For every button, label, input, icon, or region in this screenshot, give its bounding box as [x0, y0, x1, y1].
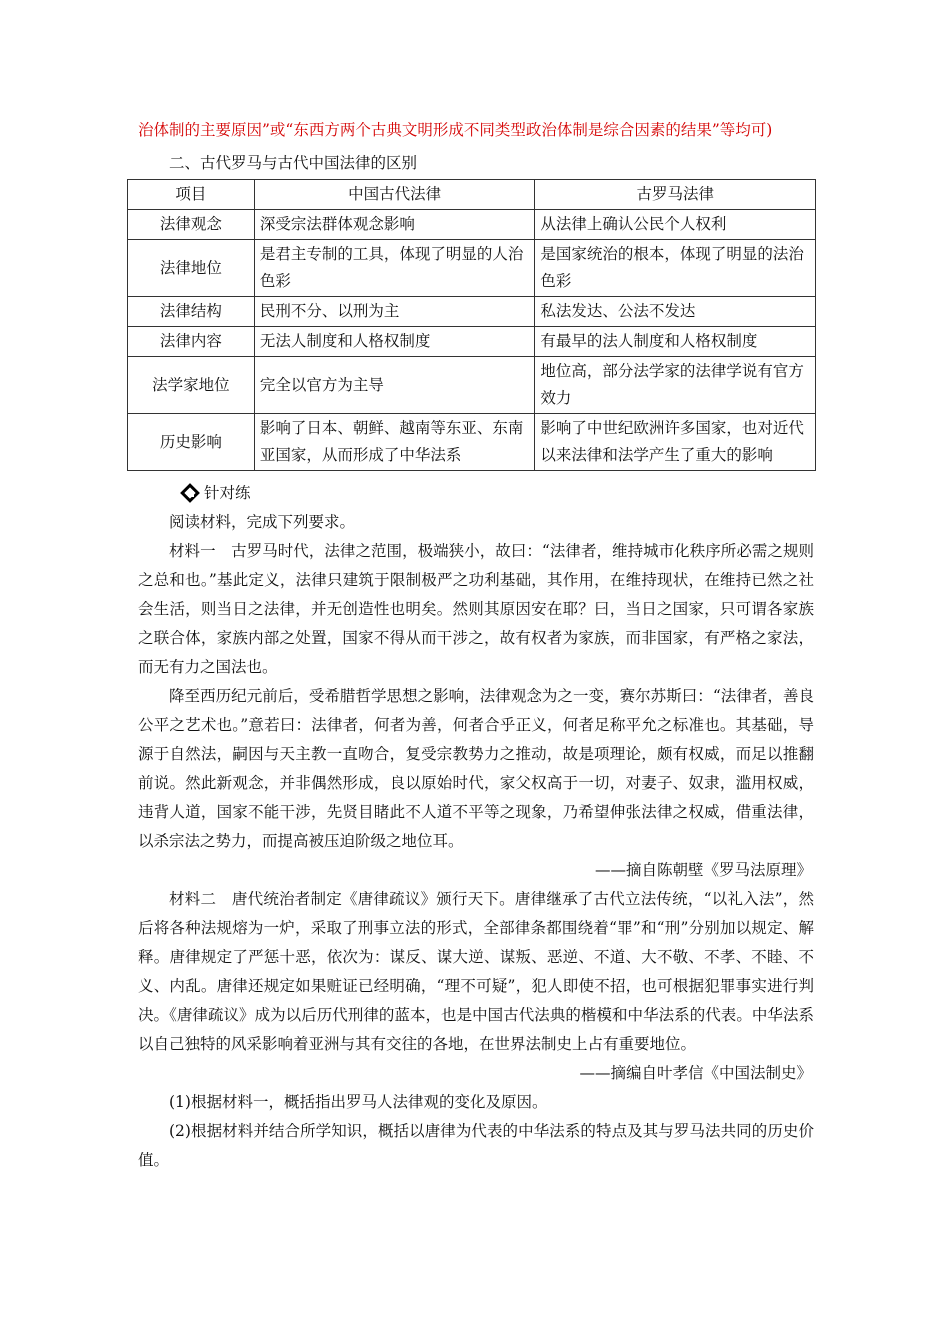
row-item: 法学家地位: [128, 357, 255, 414]
section-title: 二、古代罗马与古代中国法律的区别: [169, 154, 418, 172]
row-china: 影响了日本、朝鲜、越南等东亚、东南亚国家，从而形成了中华法系: [254, 414, 535, 471]
intro-text: 阅读材料，完成下列要求。: [169, 513, 356, 531]
question-2: (2)根据材料并结合所学知识，概括以唐律为代表的中华法系的特点及其与罗马法共同的历史价值。: [138, 1122, 814, 1169]
row-item: 历史影响: [128, 414, 255, 471]
practice-label: 针对练: [204, 484, 251, 502]
table-header-row: [128, 180, 816, 210]
row-item: 法律内容: [128, 327, 255, 357]
table-row: [128, 240, 816, 297]
row-china: 无法人制度和人格权制度: [254, 327, 535, 357]
row-china: 深受宗法群体观念影响: [254, 210, 535, 240]
material2-paragraph: 材料二 唐代统治者制定《唐律疏议》颁行天下。唐律继承了古代立法传统，“以礼入法”，然后将各种法规熔为一炉，采取了刑事立法的形式，全部律条都围绕着“罪”和“刑”分别加以规定、解释。唐律规定了严惩十恶，依次为：谋反、谋大逆、谋叛、恶逆、不道、大不敬、不孝、不睦、不义、内乱。唐律还规定如果赃证已经明确，“理不可疑”，犯人即使不招，也可根据犯罪事实进行判决。《唐律疏议》成为以后历代刑律的蓝本，也是中国古代法典的楷模和中华法系的代表。中华法系以自己独特的风采影响着亚洲与其有交往的各地，在世界法制史上占有重要地位。: [138, 890, 814, 1053]
row-rome: 从法律上确认公民个人权利: [535, 210, 816, 240]
table-row: [128, 357, 816, 414]
row-china: 是君主专制的工具，体现了明显的人治色彩: [254, 240, 535, 297]
practice-heading: [138, 479, 814, 508]
answer-tail-text: 治体制的主要原因”或“东西方两个古典文明形成不同类型政治体制是综合因素的结果”等均可): [138, 121, 773, 139]
row-item: 法律观念: [128, 210, 255, 240]
document-page: [138, 116, 814, 1175]
row-china: 完全以官方为主导: [254, 357, 535, 414]
material1-paragraph2: 降至西历纪元前后，受希腊哲学思想之影响，法律观念为之一变，赛尔苏斯曰：“法律者，善良公平之艺术也。”意若曰：法律者，何者为善，何者合乎正义，何者足称平允之标准也。其基础，导源于自然法，嗣因与天主教一直吻合，复受宗教势力之推动，故是项理论，颇有权威，而足以推翻前说。然此新观念，并非偶然形成，良以原始时代，家父权高于一切，对妻子、奴隶，滥用权威，违背人道，国家不能干涉，先贤目睹此不人道不平等之现象，乃希望伸张法律之权威，借重法律，以杀宗法之势力，而提高被压迫阶级之地位耳。: [138, 687, 814, 850]
row-china: 民刑不分、以刑为主: [254, 297, 535, 327]
row-rome: 私法发达、公法不发达: [535, 297, 816, 327]
table-row: [128, 297, 816, 327]
row-rome: 影响了中世纪欧洲许多国家，也对近代以来法律和法学产生了重大的影响: [535, 414, 816, 471]
material1-paragraph1: 材料一 古罗马时代，法律之范围，极端狭小，故曰：“法律者，维持城市化秩序所必需之规则之总和也。”基此定义，法律只建筑于限制极严之功利基础，其作用，在维持现状，在维持已然之社会生活，则当日之法律，并无创造性也明矣。然则其原因安在耶？曰，当日之国家，只可谓各家族之联合体，家族内部之处置，国家不得从而干涉之，故有权者为家族，而非国家，有严格之家法，而无有力之国法也。: [138, 542, 814, 676]
row-rome: 地位高，部分法学家的法律学说有官方效力: [535, 357, 816, 414]
row-rome: 有最早的法人制度和人格权制度: [535, 327, 816, 357]
row-item: 法律地位: [128, 240, 255, 297]
row-rome: 是国家统治的根本，体现了明显的法治色彩: [535, 240, 816, 297]
header-rome-law: 古罗马法律: [535, 180, 816, 210]
diamond-icon: [180, 483, 202, 505]
material2-source: ——摘编自叶孝信《中国法制史》: [579, 1064, 812, 1082]
material1-source: ——摘自陈朝壁《罗马法原理》: [594, 861, 812, 879]
law-comparison-table: [127, 179, 816, 471]
table-row: [128, 210, 816, 240]
header-china-law: 中国古代法律: [254, 180, 535, 210]
table-row: [128, 414, 816, 471]
row-item: 法律结构: [128, 297, 255, 327]
header-item: 项目: [128, 180, 255, 210]
question-1: (1)根据材料一，概括指出罗马人法律观的变化及原因。: [169, 1093, 548, 1111]
table-row: [128, 327, 816, 357]
